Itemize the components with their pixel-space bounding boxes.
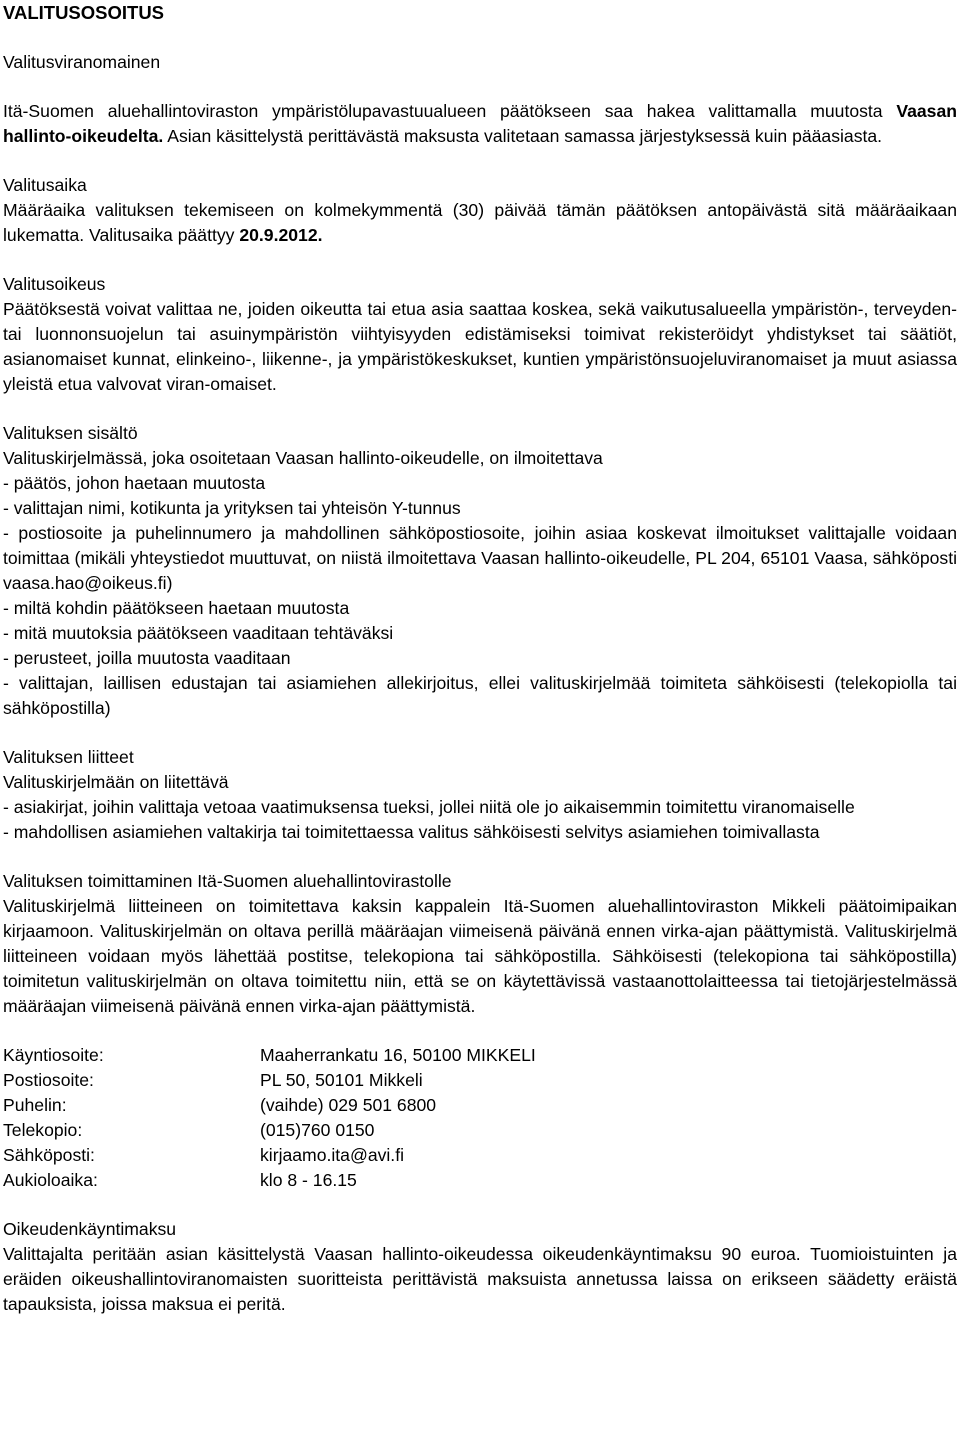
contact-value: kirjaamo.ita@avi.fi [260, 1145, 404, 1165]
section-valituksen-toimittaminen [3, 869, 957, 1019]
section-valitusaika [3, 173, 957, 248]
section-text: Määräaika valituksen tekemiseen on kolmekymmentä (30) päivää tämän päätöksen antopäivästä sitä määräaikaan lukematta. Valitusaika päättyy 20.9.2012. [3, 200, 957, 245]
list-item: - postiosoite ja puhelinnumero ja mahdollinen sähköpostiosoite, joihin asiaa koskevat ilmoitukset valittajalle voidaan toimittaa (mikäli yhteystiedot muuttuvat, on niistä ilmoitettava Vaasan hallinto-oikeudelle, PL 204, 65101 Vaasa, sähköposti vaasa.hao@oikeus.fi) [3, 523, 957, 593]
list-item: - valittajan nimi, kotikunta ja yrityksen tai yhteisön Y-tunnus [3, 498, 461, 518]
section-text: Päätöksestä voivat valittaa ne, joiden oikeutta tai etua asia saattaa koskea, sekä vaikutusalueella ympäristön-, terveyden- tai luonnonsuojelun tai asuinympäristön viihtyisyyden edistämiseksi toimivat rekisteröidyt yhdistykset tai säätiöt, asianomaiset kunnat, elinkeino-, liikenne-, ja ympäristökeskukset, kuntien ympäristönsuojeluviranomaiset ja muut asiassa yleistä etua valvovat viran-omaiset. [3, 299, 957, 394]
contact-value: Maaherrankatu 16, 50100 MIKKELI [260, 1045, 536, 1065]
document-title: VALITUSOSOITUS [3, 2, 165, 23]
section-heading: Valituksen toimittaminen Itä-Suomen aluehallintovirastolle [3, 871, 452, 891]
court-name: Vaasan hallinto-oikeudelta. [3, 101, 957, 146]
list-item: - mitä muutoksia päätökseen vaaditaan tehtäväksi [3, 623, 394, 643]
section-text: Valittajalta peritään asian käsittelystä Vaasan hallinto-oikeudessa oikeudenkäyntimaksu 90 euroa. Tuomioistuinten ja eräiden oikeushallintoviranomaisten suoritteista perittävistä maksuista annetussa laissa on erikseen säädetty eräistä tapauksista, joissa maksua ei peritä. [3, 1244, 957, 1314]
section-heading: Valituksen sisältö [3, 423, 138, 443]
list-item: - perusteet, joilla muutosta vaaditaan [3, 648, 291, 668]
section-heading: Oikeudenkäyntimaksu [3, 1219, 177, 1239]
contact-label: Puhelin: [3, 1095, 67, 1115]
contact-value: (015)760 0150 [260, 1120, 375, 1140]
contact-label: Telekopio: [3, 1120, 83, 1140]
contact-value: klo 8 - 16.15 [260, 1170, 357, 1190]
section-heading: Valitusviranomainen [3, 52, 161, 72]
section-oikeudenkayntimaksu [3, 1217, 957, 1317]
attachments-list [3, 795, 957, 845]
contact-label: Sähköposti: [3, 1145, 95, 1165]
section-valitusviranomainen [3, 50, 957, 149]
list-item: - miltä kohdin päätökseen haetaan muutosta [3, 598, 350, 618]
contact-label: Aukioloaika: [3, 1170, 98, 1190]
contact-value: PL 50, 50101 Mikkeli [260, 1070, 423, 1090]
section-valitusoikeus [3, 272, 957, 397]
list-item: - päätös, johon haetaan muutosta [3, 473, 266, 493]
section-valituksen-liitteet [3, 745, 957, 845]
section-valituksen-sisalto [3, 421, 957, 721]
contact-details [3, 1043, 957, 1193]
deadline-date: 20.9.2012. [239, 225, 323, 245]
section-heading: Valitusoikeus [3, 274, 106, 294]
section-heading: Valitusaika [3, 175, 87, 195]
contact-value: (vaihde) 029 501 6800 [260, 1095, 437, 1115]
contact-label: Postiosoite: [3, 1070, 94, 1090]
section-intro: Valituskirjelmässä, joka osoitetaan Vaasan hallinto-oikeudelle, on ilmoitettava [3, 448, 603, 468]
section-text: Valituskirjelmä liitteineen on toimitettava kaksin kappalein Itä-Suomen aluehallintoviraston Mikkeli päätoimipaikan kirjaamoon. Valituskirjelmän on oltava perillä määräajan viimeisenä päivänä ennen virka-ajan päättymistä. Valituskirjelmä liitteineen voidaan myös lähettää postitse, telekopiona tai sähköpostilla. Sähköisesti (telekopiona tai sähköpostilla) toimitetun valituskirjelmän on oltava toimitettu niin, että se on käytettävissä vastaanottolaitteessa tai tietojärjestelmässä määräajan viimeisenä päivänä ennen virka-ajan päättymistä. [3, 896, 957, 1016]
section-intro: Valituskirjelmään on liitettävä [3, 772, 229, 792]
list-item: - asiakirjat, joihin valittaja vetoaa vaatimuksensa tueksi, jollei niitä ole jo aikaisemmin toimitettu viranomaiselle [3, 797, 855, 817]
section-heading: Valituksen liitteet [3, 747, 134, 767]
content-list [3, 471, 957, 721]
list-item: - mahdollisen asiamiehen valtakirja tai toimitettaessa valitus sähköisesti selvitys asiamiehen toimivallasta [3, 822, 820, 842]
section-text: Itä-Suomen aluehallintoviraston ympäristölupavastuualueen päätökseen saa hakea valittamalla muutosta Vaasan hallinto-oikeudelta. Asian käsittelystä perittävästä maksusta valitetaan samassa järjestyksessä kuin pääasiasta. [3, 101, 957, 146]
contact-label: Käyntiosoite: [3, 1045, 104, 1065]
list-item: - valittajan, laillisen edustajan tai asiamiehen allekirjoitus, ellei valituskirjelmää toimiteta sähköisesti (telekopiolla tai sähköpostilla) [3, 673, 957, 718]
